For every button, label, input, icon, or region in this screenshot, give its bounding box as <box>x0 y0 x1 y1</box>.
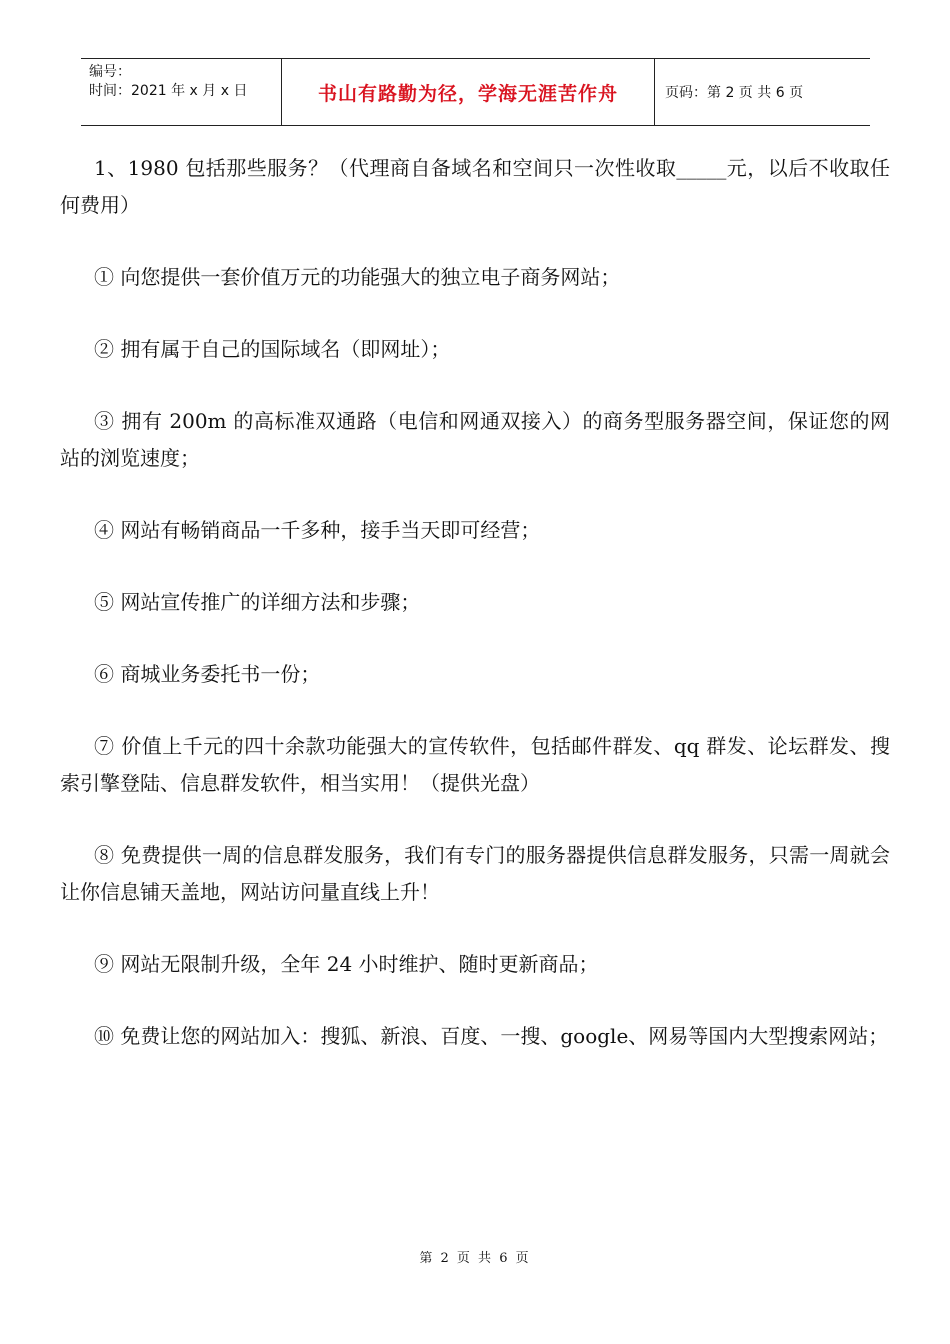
paragraph-item-7: ⑦ 价值上千元的四十余款功能强大的宣传软件，包括邮件群发、qq 群发、论坛群发、搜索引擎登陆、信息群发软件，相当实用！（提供光盘） <box>60 734 890 795</box>
paragraph-item-8: ⑧ 免费提供一周的信息群发服务，我们有专门的服务器提供信息群发服务，只需一周就会让你信息铺天盖地，网站访问量直线上升！ <box>60 843 890 904</box>
paragraph-item-9: ⑨ 网站无限制升级，全年 24 小时维护、随时更新商品； <box>94 952 599 976</box>
paragraph-item-5: ⑤ 网站宣传推广的详细方法和步骤； <box>94 590 421 614</box>
header-meta-cell <box>81 59 281 125</box>
header-motto: 书山有路勤为径，学海无涯苦作舟 <box>281 59 655 125</box>
paragraph-item-2: ② 拥有属于自己的国际域名（即网址）； <box>94 337 451 361</box>
paragraph-item-6: ⑥ 商城业务委托书一份； <box>94 662 321 686</box>
document-time-label: 时间：2021 年 x 月 x 日 <box>89 83 248 99</box>
paragraph-item-1: ① 向您提供一套价值万元的功能强大的独立电子商务网站； <box>94 265 621 289</box>
document-body <box>60 150 890 1090</box>
page-footer: 第 2 页 共 6 页 <box>419 1251 531 1266</box>
paragraph-item-4: ④ 网站有畅销商品一千多种，接手当天即可经营； <box>94 518 541 542</box>
header-page-info: 页码：第 2 页 共 6 页 <box>665 85 804 101</box>
paragraph-item-10: ⑩ 免费让您的网站加入：搜狐、新浪、百度、一搜、google、网易等国内大型搜索网站； <box>94 1024 889 1048</box>
paragraph-question: 1、1980 包括那些服务？（代理商自备域名和空间只一次性收取_____元，以后不收取任何费用） <box>60 156 890 217</box>
header-table <box>81 58 870 126</box>
paragraph-item-3: ③ 拥有 200m 的高标准双通路（电信和网通双接入）的商务型服务器空间，保证您的网站的浏览速度； <box>60 409 890 470</box>
document-number-label: 编号： <box>89 64 131 80</box>
